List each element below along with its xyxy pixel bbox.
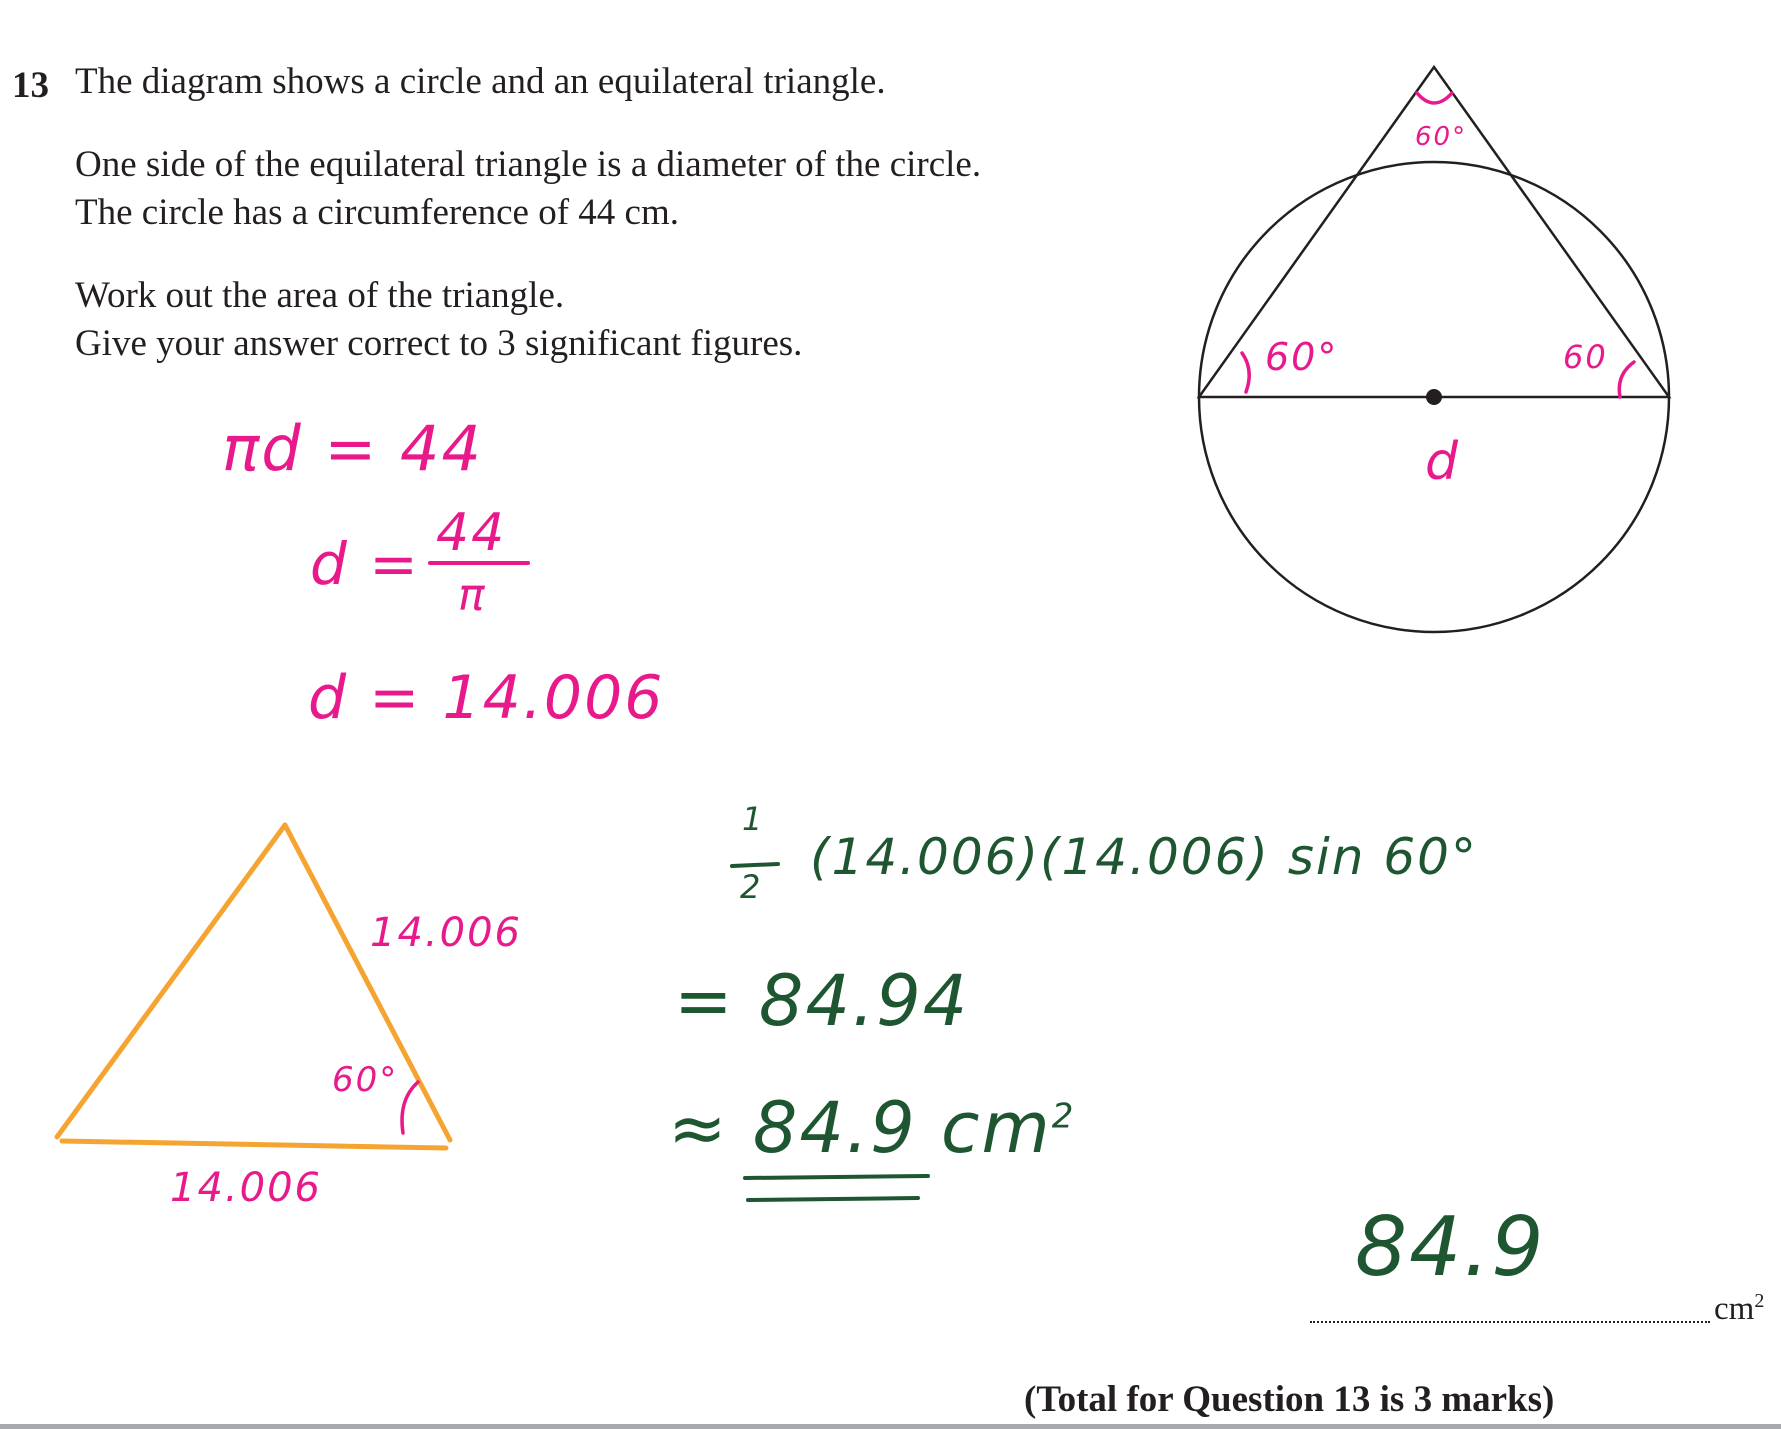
area-expression: (14.006)(14.006) sin 60° [810,828,1478,886]
right-angle-arc [1619,362,1634,397]
working-line-2-denominator: π [458,570,487,621]
answer-dots [1310,1321,1710,1323]
sketch-angle-label: 60° [332,1060,399,1100]
sketch-side-label: 14.006 [370,910,522,956]
top-angle-arc [1417,93,1452,103]
diameter-label: d [1425,432,1461,492]
question-line-5: Give your answer correct to 3 significant figures. [75,323,803,364]
left-angle-label: 60° [1265,335,1339,379]
question-line-3: The circle has a circumference of 44 cm. [75,192,679,233]
working-line-3: d = 14.006 [308,663,665,733]
area-rounded: ≈ 84.9 $cm^2$ [668,1087,1076,1169]
half-numerator: 1 [742,800,765,838]
sketch-base-label: 14.006 [170,1165,322,1211]
underline-2 [748,1198,918,1200]
answer-line [1310,1290,1780,1330]
working-line-2-lhs: d = [310,530,420,598]
question-line-4: Work out the area of the triangle. [75,275,565,316]
total-marks: (Total for Question 13 is 3 marks) [1024,1379,1555,1420]
top-angle-label: 60° [1415,122,1468,152]
question-line-1: The diagram shows a circle and an equilateral triangle. [75,61,886,102]
area-result: = 84.94 [674,960,970,1042]
question-number: 13 [12,65,49,106]
bottom-rule [0,1424,1781,1429]
left-angle-arc [1242,353,1249,392]
underline-1 [745,1176,928,1178]
final-answer: 84.9 [1355,1200,1546,1295]
right-angle-label: 60 [1563,338,1608,376]
sketch-angle-arc [402,1082,418,1133]
working-line-2-numerator: 44 [436,503,507,563]
answer-unit: $cm^2$ [1714,1290,1765,1327]
half-denominator: 2 [740,868,763,906]
centre-point [1426,389,1442,405]
working-line-1: πd = 44 [222,412,483,485]
question-line-2: One side of the equilateral triangle is a diameter of the circle. [75,144,982,185]
fraction-bar-green [732,864,778,866]
